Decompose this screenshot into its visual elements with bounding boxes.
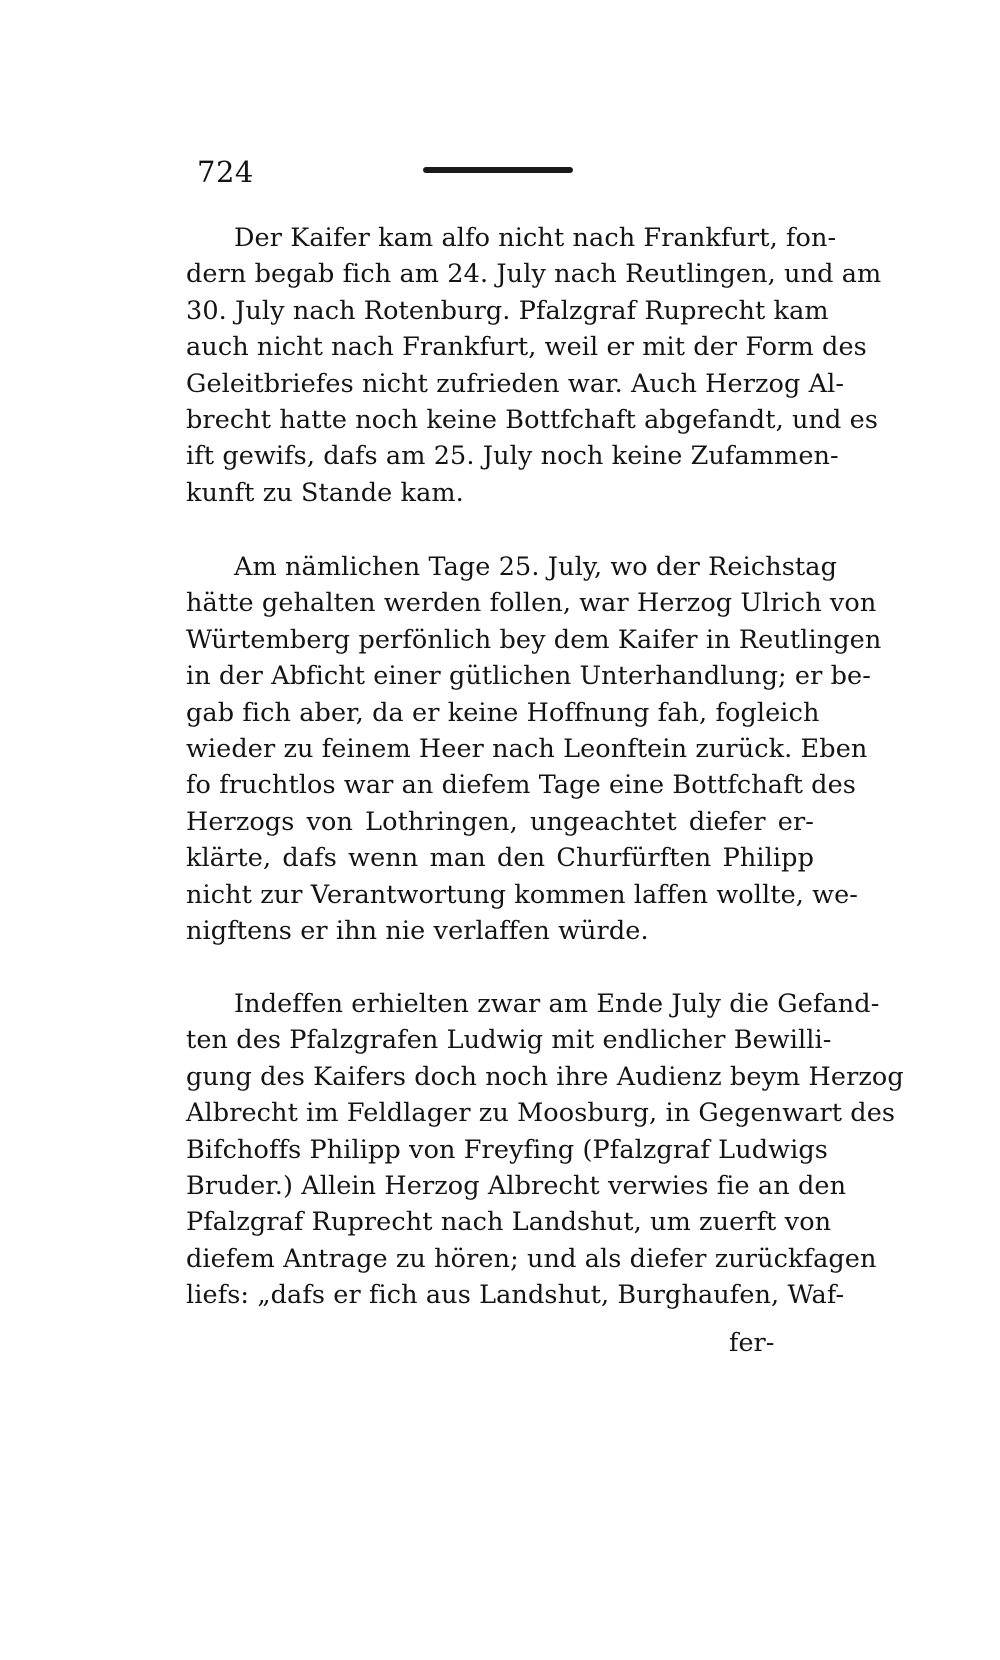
text-line: ten des Pfalzgrafen Ludwig mit endlicher Bewilli- xyxy=(186,1025,832,1056)
text-line: Indeffen erhielten zwar am Ende July die Gefand- xyxy=(234,989,880,1019)
text-line: brecht hatte noch keine Bottfchaft abgefandt, und es xyxy=(186,404,879,435)
page-number: 724 xyxy=(197,155,254,189)
text-line: Würtemberg perfönlich bey dem Kaifer in Reutlingen xyxy=(186,624,882,655)
catchword: fer- xyxy=(729,1328,775,1358)
text-line: 30. July nach Rotenburg. Pfalzgraf Ruprecht kam xyxy=(186,295,829,326)
text-line: klärte, dafs wenn man den Churfürften Philipp xyxy=(186,843,814,874)
text-line: liefs: „dafs er fich aus Landshut, Burghaufen, Waf- xyxy=(186,1280,845,1311)
text-line: Am nämlichen Tage 25. July, wo der Reichstag xyxy=(234,552,837,582)
text-line: Albrecht im Feldlager zu Moosburg, in Gegenwart des xyxy=(186,1098,896,1129)
text-line: in der Abficht einer gütlichen Unterhandlung; er be- xyxy=(186,661,871,692)
paragraph-3 xyxy=(186,986,904,1314)
text-line: gab fich aber, da er keine Hoffnung fah, fogleich xyxy=(186,697,820,728)
text-line: wieder zu feinem Heer nach Leonftein zurück. Eben xyxy=(186,733,868,764)
text-line: Der Kaifer kam alfo nicht nach Frankfurt, fon- xyxy=(234,223,837,253)
text-line: hätte gehalten werden follen, war Herzog Ulrich von xyxy=(186,588,877,619)
text-line: kunft zu Stande kam. xyxy=(186,477,464,508)
text-line: dern begab fich am 24. July nach Reutlingen, und am xyxy=(186,259,882,290)
text-line: nicht zur Verantwortung kommen laffen wollte, we- xyxy=(186,879,859,910)
header-rule xyxy=(423,167,573,173)
text-line: auch nicht nach Frankfurt, weil er mit der Form des xyxy=(186,332,867,363)
text-line: fo fruchtlos war an diefem Tage eine Bottfchaft des xyxy=(186,770,856,801)
text-line: gung des Kaifers doch noch ihre Audienz beym Herzog xyxy=(186,1061,904,1092)
text-line: diefem Antrage zu hören; und als diefer zurückfagen xyxy=(186,1243,877,1274)
text-line: ift gewifs, dafs am 25. July noch keine Zufammen- xyxy=(186,441,839,472)
paragraph-1 xyxy=(186,220,882,511)
text-line: Pfalzgraf Ruprecht nach Landshut, um zuerft von xyxy=(186,1207,832,1238)
text-line: nigftens er ihn nie verlaffen würde. xyxy=(186,915,649,946)
text-line: Bruder.) Allein Herzog Albrecht verwies fie an den xyxy=(186,1170,847,1201)
text-line: Herzogs von Lothringen, ungeachtet diefer er- xyxy=(186,806,814,837)
text-line: Geleitbriefes nicht zufrieden war. Auch Herzog Al- xyxy=(186,368,845,399)
paragraph-2 xyxy=(186,549,882,949)
text-line: Bifchoffs Philipp von Freyfing (Pfalzgraf Ludwigs xyxy=(186,1134,828,1165)
